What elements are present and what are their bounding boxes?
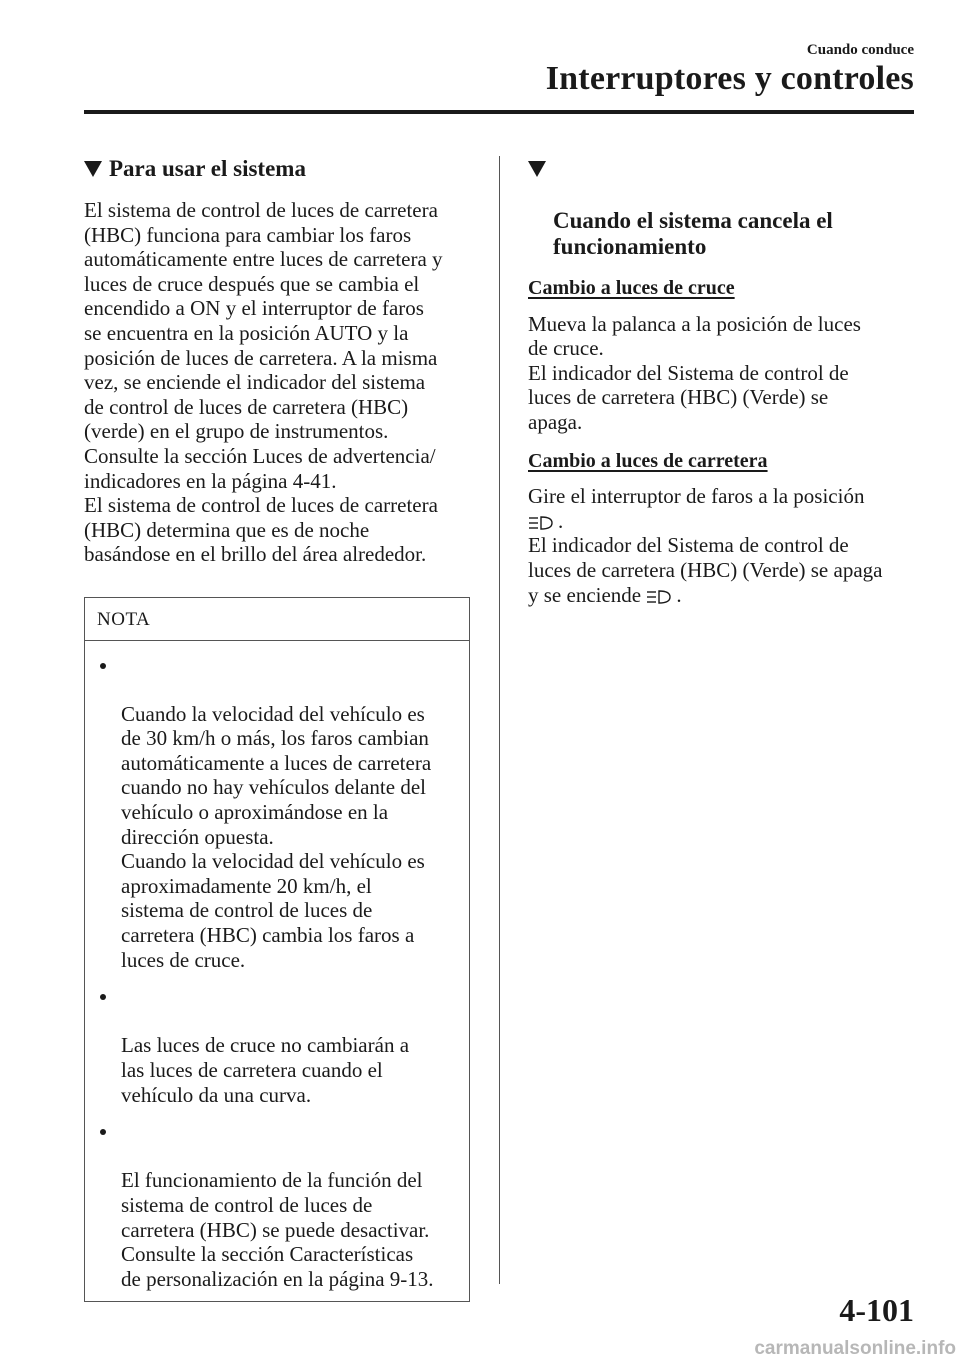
note-item-text: Cuando la velocidad del vehículo es de 30 km/h o más, los faros cambian automáticamente a luces de carretera cuando no hay vehículos delante del vehículo o aproximándose en la dirección opuesta. Cuando la velocidad del vehículo es aproximadamente 20 km/h, el sistema de control de luces de carretera (HBC) cambia los faros a luces de cruce.	[121, 701, 432, 972]
section-heading-text: Para usar el sistema	[109, 156, 306, 181]
section-heading-usage	[84, 156, 474, 182]
subheading-high-beam: Cambio a luces de carretera	[528, 449, 768, 472]
column-divider	[499, 156, 500, 1284]
triangle-marker-icon	[84, 161, 102, 177]
section-heading-cancel	[528, 156, 918, 260]
header-chapter-title: Interruptores y controles	[545, 60, 914, 97]
note-item-text: Las luces de cruce no cambiarán a las luces de carretera cuando el vehículo da una curva.	[121, 1033, 410, 1107]
watermark: carmanualsonline.info	[754, 1338, 956, 1359]
triangle-marker-icon	[528, 161, 546, 177]
note-item	[93, 984, 463, 1107]
header-rule	[84, 110, 914, 114]
high-beam-text-3	[528, 583, 918, 608]
section-heading-text: Cuando el sistema cancela el funcionamiento	[553, 208, 833, 259]
subheading-low-beam: Cambio a luces de cruce	[528, 277, 735, 299]
high-beam-text-2: El indicador del Sistema de control de luces de carretera (HBC) (Verde) se apaga	[528, 533, 883, 582]
note-box	[84, 597, 470, 1302]
note-body	[85, 641, 469, 1302]
high-beam-text-3-start: y se enciende	[528, 582, 642, 607]
high-beam-text-1	[528, 484, 918, 533]
bullet-icon	[100, 663, 106, 669]
header-section-title: Cuando conduce	[806, 42, 914, 58]
page-number: 4-101	[839, 1292, 914, 1328]
left-column	[84, 156, 474, 1302]
usage-paragraph: El sistema de control de luces de carretera (HBC) funciona para cambiar los faros automáticamente entre luces de carretera y luces de cruce después que se cambia el encendido a ON y el interruptor de faros se encuentra en la posición AUTO y la posición de luces de carretera. A la misma vez, se enciende el indicador del sistema de control de luces de carretera (HBC) (verde) en el grupo de instrumentos. Consulte la sección Luces de advertencia/ indicadores en la página 4-41. El sistema de control de luces de carretera (HBC) determina que es de noche basándose en el brillo del área alrededor.	[84, 198, 443, 567]
high-beam-text-1-start: Gire el interruptor de faros a la posición	[528, 484, 865, 509]
headlight-high-beam-icon	[528, 515, 558, 531]
note-item-text: El funcionamiento de la función del sistema de control de luces de carretera (HBC) se puede desactivar. Consulte la sección Características de personalización en la página 9-13.	[121, 1168, 434, 1291]
low-beam-text: Mueva la palanca a la posición de luces de cruce. El indicador del Sistema de control de luces de carretera (HBC) (Verde) se apaga.	[528, 311, 861, 434]
note-title: NOTA	[85, 598, 469, 641]
note-item	[93, 1119, 463, 1291]
headlight-high-beam-icon	[646, 589, 676, 605]
high-beam-text-1-end: .	[558, 508, 564, 533]
high-beam-text-3-end: .	[676, 582, 682, 607]
bullet-icon	[100, 1129, 106, 1135]
spacer	[528, 435, 918, 449]
note-item	[93, 653, 463, 973]
bullet-icon	[100, 994, 106, 1000]
right-column	[528, 156, 918, 607]
